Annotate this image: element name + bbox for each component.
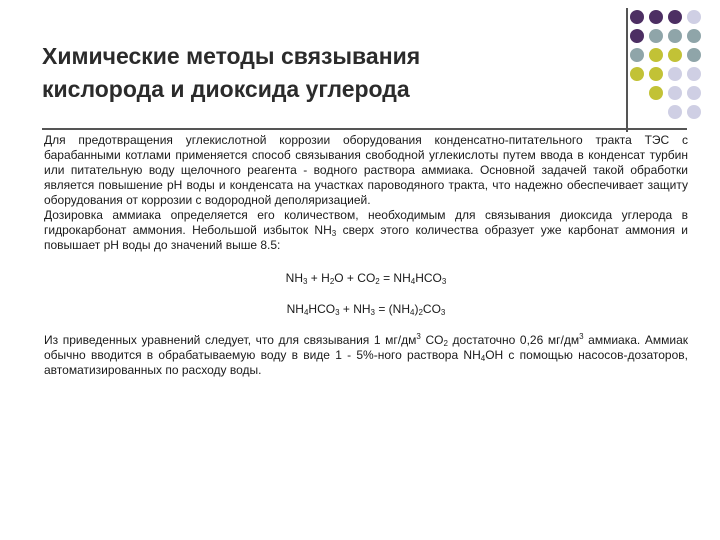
paragraph-3-text: CO — [420, 333, 444, 347]
eq2-term: HCO — [308, 302, 336, 316]
paragraph-3-subscript: 2 — [443, 339, 448, 348]
decorative-dot — [687, 86, 701, 100]
decorative-dot — [668, 105, 682, 119]
paragraph-2 — [44, 208, 688, 253]
paragraph-3-text: достаточно 0,26 мг/дм — [447, 333, 580, 347]
eq2-term: + NH — [339, 302, 371, 316]
eq1-subscript: 4 — [410, 277, 416, 286]
eq1-term: + H — [307, 271, 330, 285]
decorative-dot — [649, 67, 663, 81]
eq2-subscript: 4 — [303, 308, 309, 317]
paragraph-3-subscript: 4 — [480, 354, 486, 363]
decorative-dot — [630, 10, 644, 24]
decorative-dot — [630, 29, 644, 43]
eq2-subscript: 3 — [335, 308, 340, 317]
paragraph-1: Для предотвращения углекислотной коррозии оборудования конденсатно-питательного тракта ТЭС с барабанными котлами применяется способ связывания свободной углекислоты путем ввода в конденсат турбин или питательную воду щелочного реагента - водного раствора аммиака. Основной задачей такой обработки является повышение pH воды и конденсата на участках пароводяного тракта, что надежно обеспечивает защиту оборудования от коррозии с водородной деполяризацией. — [44, 133, 688, 207]
paragraph-3-superscript: 3 — [416, 332, 421, 341]
eq2-subscript: 3 — [440, 308, 446, 317]
eq1-subscript: 3 — [441, 277, 447, 286]
slide-title-line-1: Химические методы связывания — [42, 43, 421, 69]
vertical-divider — [626, 8, 628, 132]
decorative-dot — [649, 29, 663, 43]
eq2-term: NH — [286, 302, 304, 316]
decorative-dot — [668, 67, 682, 81]
decorative-dot — [668, 29, 682, 43]
paragraph-2-text-b: сверх этого количества образует уже карбонат аммония и повышает pH воды до значений выше 8.5: — [44, 223, 688, 252]
decorative-dot — [649, 10, 663, 24]
slide-body — [44, 133, 688, 378]
eq1-term: HCO — [415, 271, 442, 285]
decorative-dot — [649, 48, 663, 62]
paragraph-3-text: Из приведенных уравнений следует, что для связывания 1 мг/дм — [44, 333, 417, 347]
paragraph-2-text-a: Дозировка аммиака определяется его количеством, необходимым для связывания диоксида углерода в гидрокарбонат аммония. Небольшой избыток NH — [44, 208, 688, 237]
decorative-dot — [687, 48, 701, 62]
paragraph-3-superscript: 3 — [579, 332, 584, 341]
decorative-dot — [630, 67, 644, 81]
decorative-dot — [649, 86, 663, 100]
eq1-term: = NH — [379, 271, 411, 285]
eq1-subscript: 2 — [375, 277, 380, 286]
eq1-subscript: 2 — [329, 277, 335, 286]
paragraph-3-text: аммиака. Аммиак обычно вводится в обрабатываемую воду в виде 1 - 5%-ного раствора NH — [44, 333, 688, 362]
paragraph-2-subscript: 3 — [331, 229, 337, 238]
slide-title — [42, 40, 602, 106]
eq1-term: NH — [285, 271, 304, 285]
eq1-subscript: 3 — [303, 277, 308, 286]
paragraph-3 — [44, 333, 688, 378]
eq2-subscript: 2 — [418, 308, 423, 317]
eq2-term: ) — [414, 302, 419, 316]
decorative-dot — [687, 105, 701, 119]
eq1-term: O + CO — [334, 271, 376, 285]
eq2-subscript: 4 — [410, 308, 415, 317]
decorative-dot — [687, 67, 701, 81]
eq2-term: CO — [422, 302, 441, 316]
slide-title-line-2: кислорода и диоксида углерода — [42, 76, 410, 102]
decorative-dot — [687, 10, 701, 24]
paragraph-3-text: OH с помощью насосов-дозаторов, автоматизированных по расходу воды. — [44, 348, 688, 377]
decorative-dot — [687, 29, 701, 43]
eq2-subscript: 3 — [370, 308, 375, 317]
eq2-term: = (NH — [375, 302, 411, 316]
decorative-dot — [630, 48, 644, 62]
equation-1 — [44, 271, 688, 286]
decorative-dot — [668, 86, 682, 100]
decorative-dot — [668, 10, 682, 24]
horizontal-divider — [42, 128, 687, 130]
decorative-dot — [668, 48, 682, 62]
equation-2 — [44, 302, 688, 317]
